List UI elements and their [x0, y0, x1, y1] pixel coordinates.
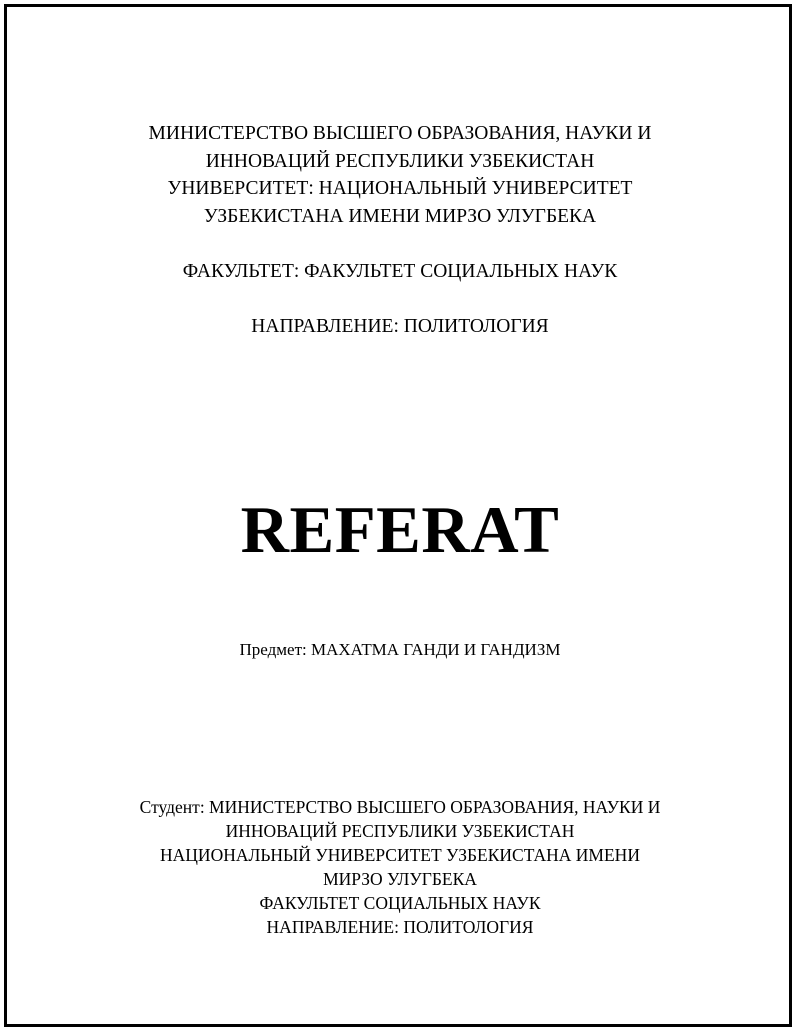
student-line: Студент: МИНИСТЕРСТВО ВЫСШЕГО ОБРАЗОВАНИЯ, НАУКИ И	[139, 797, 661, 817]
ministry-line: УЗБЕКИСТАНА ИМЕНИ МИРЗО УЛУГБЕКА	[203, 205, 597, 227]
ministry-line: ИННОВАЦИЙ РЕСПУБЛИКИ УЗБЕКИСТАН	[205, 150, 595, 172]
direction-text: НАПРАВЛЕНИЕ: ПОЛИТОЛОГИЯ	[251, 316, 549, 337]
student-line: ИННОВАЦИЙ РЕСПУБЛИКИ УЗБЕКИСТАН	[225, 821, 575, 841]
student-line: ФАКУЛЬТЕТ СОЦИАЛЬНЫХ НАУК	[259, 893, 541, 913]
student-line: НАПРАВЛЕНИЕ: ПОЛИТОЛОГИЯ	[266, 917, 534, 937]
direction-line	[0, 313, 800, 341]
faculty-line	[0, 258, 800, 286]
student-block	[0, 795, 800, 939]
student-line: МИРЗО УЛУГБЕКА	[323, 869, 477, 889]
subject-line: Предмет: МАХАТМА ГАНДИ И ГАНДИЗМ	[239, 640, 561, 659]
ministry-line: УНИВЕРСИТЕТ: НАЦИОНАЛЬНЫЙ УНИВЕРСИТЕТ	[167, 178, 633, 199]
student-line: НАЦИОНАЛЬНЫЙ УНИВЕРСИТЕТ УЗБЕКИСТАНА ИМЕНИ	[160, 845, 640, 865]
document-title: REFERAT	[240, 493, 560, 567]
faculty-text: ФАКУЛЬТЕТ: ФАКУЛЬТЕТ СОЦИАЛЬНЫХ НАУК	[182, 261, 618, 282]
ministry-header	[0, 120, 800, 230]
ministry-line: МИНИСТЕРСТВО ВЫСШЕГО ОБРАЗОВАНИЯ, НАУКИ И	[148, 123, 652, 144]
